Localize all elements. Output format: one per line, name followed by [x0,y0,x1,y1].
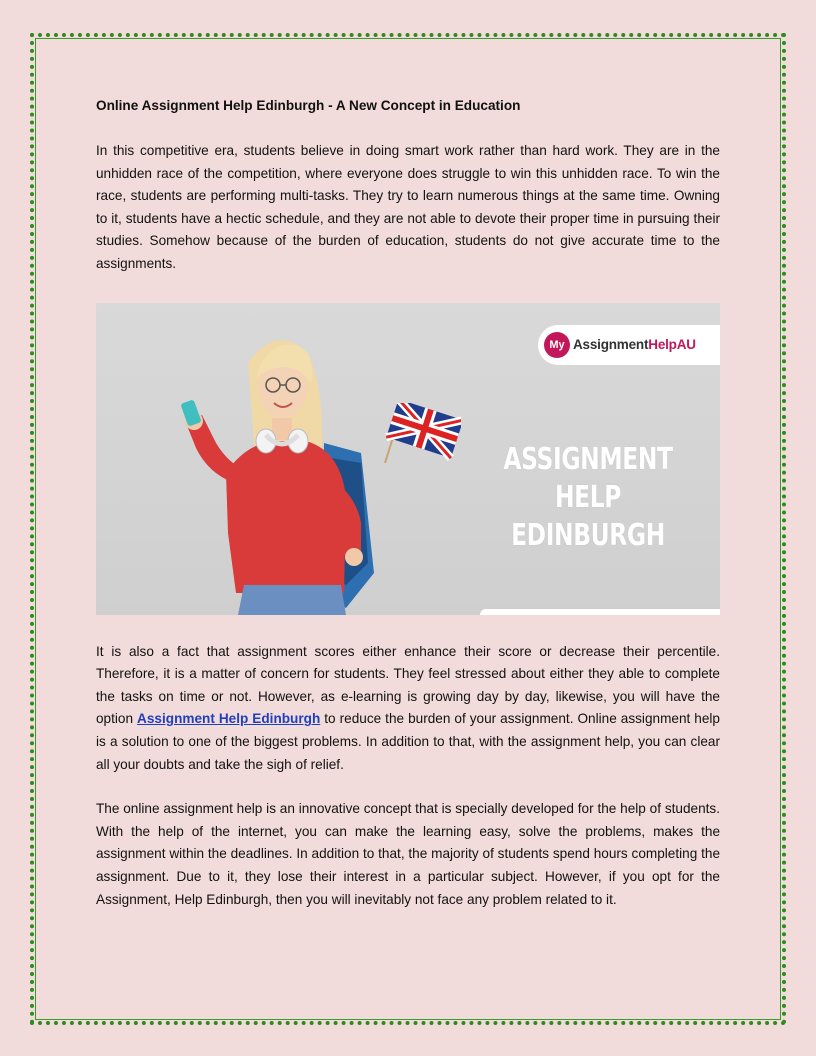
paragraph-concern [96,641,720,777]
hero-heading [494,441,681,555]
paragraph-intro: In this competitive era, students believe in doing smart work rather than hard work. They are in the unhidden race of the competition, where everyone does struggle to win this unhidden race. To win the race, students are performing multi-tasks. They try to learn numerous things at the same time. Owning to it, students have a hectic schedule, and they are not able to devote their proper time in pursuing their studies. Somehow because of the burden of education, students do not give accurate time to the assignments. [96,143,720,271]
union-jack-flag-icon [381,403,461,463]
brand-logo-text: AssignmentHelpAU [573,337,696,353]
paragraph-innovative-concept: The online assignment help is an innovative concept that is specially developed for the help of students. With the help of the internet, you can make the learning easy, solve the problems, makes the assignment within the deadlines. In addition to that, the majority of students spend hours completing the assignment. Due to it, they lose their interest in a particular subject. However, if you opt for the Assignment, Help Edinburgh, then you will inevitably not face any problem related to it. [96,801,720,907]
brand-logo-mark: My [544,332,570,358]
hero-image [96,303,720,615]
hero-heading-line-2: EDINBURGH [511,517,665,553]
document-body [96,96,720,911]
hero-bottom-strip [480,609,720,615]
brand-logo [538,325,720,365]
paragraph-concern-text-1: It is also a fact that assignment scores either enhance their score or decrease their percentile. Therefore, it is a matter of concern for students. They feel stressed about either they able to complete the tasks on time or not. However, as e-learning is growing day by day, likewise, you will have the option [96,643,720,727]
document-title: Online Assignment Help Edinburgh - A New Concept in Education [96,98,521,113]
student-illustration [156,323,416,615]
assignment-help-edinburgh-link[interactable]: Assignment Help Edinburgh [137,711,321,727]
paragraph-concern-text-2: to reduce the burden of your assignment. Online assignment help is a solution to one of the biggest problems. In addition to that, with the assignment help, you can clear all your doubts and take the sigh of relief. [96,711,720,772]
hero-heading-line-1: ASSIGNMENT HELP [503,441,673,515]
